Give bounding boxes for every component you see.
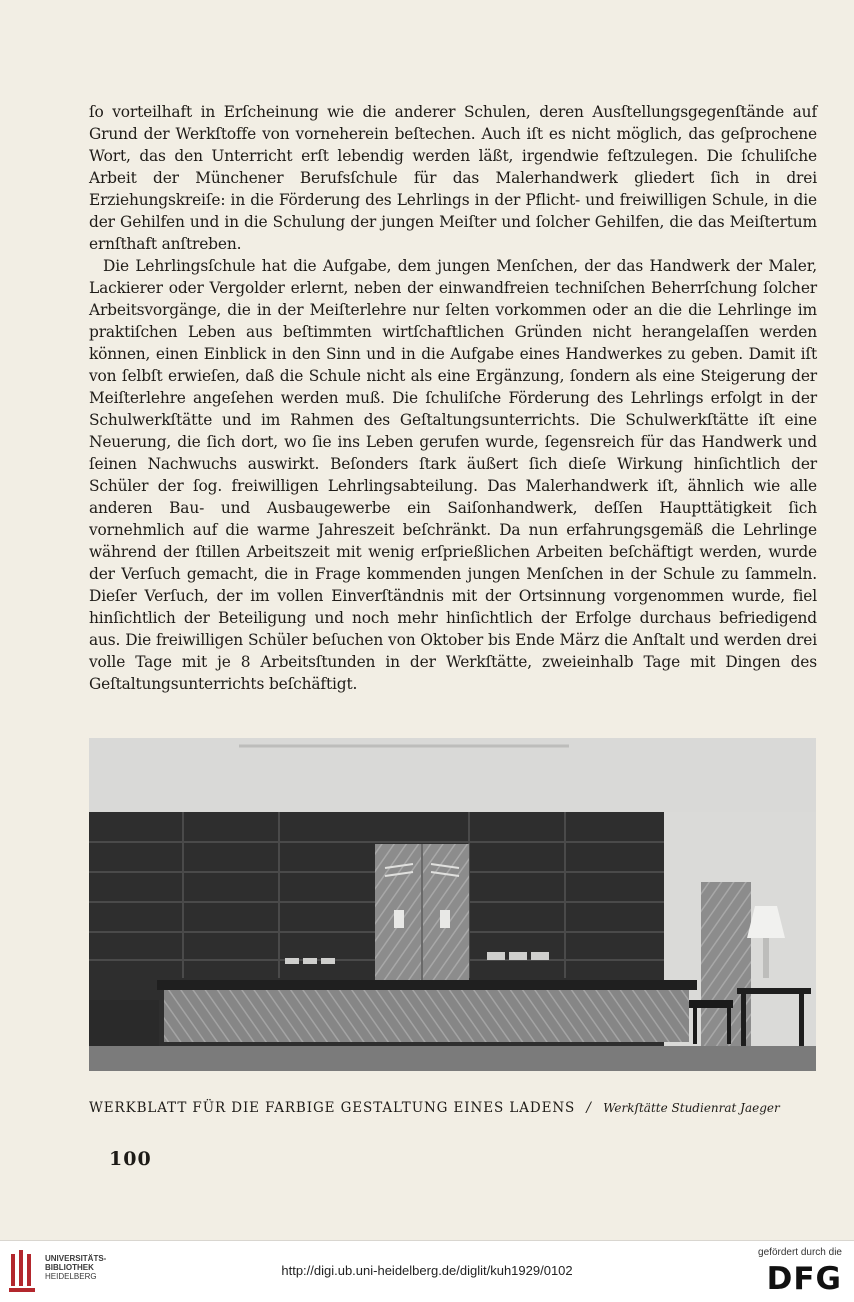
body-paragraph-2: Die Lehrlingsſchule hat die Aufgabe, dem jungen Menſchen, der das Handwerk der Maler, Lackierer oder Vergolder erlernt, neben der einwandfreien techniſchen Beherrſchung ſolcher Arbeitsvorgänge, die in der Meiſterlehre nur ſelten vorkommen oder an die die Lehrlinge im praktiſchen Leben aus beſtimmten wirtſchaftlichen Gründen nicht herangelaſſen werden können, einen Einblick in den Sinn und in die Aufgabe eines Handwerkes zu geben. Damit iſt von ſelbſt erwieſen, daß die Schule nicht als eine Ergänzung, ſondern als eine Steigerung der Meiſterlehre angeſehen werden muß. Die ſchuliſche Förderung des Lehrlings erfolgt in der Schulwerkſtätte und im Rahmen des Geſtaltungsunterrichts. Die Schulwerkſtätte iſt eine Neuerung, die ſich dort, wo ſie ins Leben gerufen wurde, ſegensreich für das Handwerk und ſeinen Nachwuchs auswirkt. Beſonders ſtark äußert ſich dieſe Wirkung hinſichtlich der Schüler der ſog. freiwilligen Lehrlingsabteilung. Das Malerhandwerk iſt, ähnlich wie alle anderen Bau- und Ausbaugewerbe ein Saiſonhandwerk, deſſen Haupttätigkeit ſich vornehmlich auf die warme Jahreszeit beſchränkt. Da nun erfahrungsgemäß die Lehrlinge während der ſtillen Arbeitszeit mit wenig erſprießlichen Arbeiten beſchäftigt werden, wurde der Verſuch gemacht, die in Frage kommenden jungen Menſchen in der Schule zu ſammeln. Dieſer Verſuch, der im vollen Einverſtändnis mit der Ortsinnung vorgenommen wurde, fiel hinſichtlich der Beteiligung und noch mehr hinſichtlich der Erfolge durchaus befriedigend aus. Die freiwilligen Schüler beſuchen von Oktober bis Ende März die Anſtalt und werden drei volle Tage mit je 8 Arbeitsſtunden in der Werkſtätte, zweieinhalb Tage mit Dingen des Geſtaltungsunterrichts beſchäftigt. [89,257,817,693]
funding-note: gefördert durch die [758,1247,842,1258]
chair-seat [689,1000,733,1008]
floor [89,1046,816,1071]
viewer-footer [0,1240,854,1302]
caption-separator: / [586,1100,592,1116]
library-line-1: UNIVERSITÄTS- [45,1254,107,1263]
library-line-3: HEIDELBERG [45,1272,97,1281]
lamp-stand [763,938,769,978]
counter-top [157,980,697,990]
counter-front [164,990,689,1042]
body-paragraph-1: ſo vorteilhaft in Erſcheinung wie die anderer Schulen, deren Ausſtellungsgegenſtände auf Grund der Werkſtoffe von vorneherein beſtechen. Auch iſt es nicht möglich, das geſprochene Wort, das den Unterricht erſt lebendig werden läßt, irgendwie feſtzulegen. Die ſchuliſche Arbeit der Münchener Berufsſchule für das Malerhandwerk gliedert ſich in drei Erziehungskreiſe: in die Förderung des Lehrlings in der Pflicht- und freiwilligen Schule, in die der Gehilfen und in die Schulung der jungen Meiſter und ſolcher Gehilfen, die das Meiſtertum ernſthaft anſtreben. [89,103,817,253]
figure-caption [89,1100,817,1116]
library-line-2: BIBLIOTHEK [45,1263,94,1272]
dfg-logo: DFG [766,1261,842,1297]
page-number: 100 [109,1148,152,1170]
caption-title: WERKBLATT FÜR DIE FARBIGE GESTALTUNG EINES LADENS [89,1100,576,1116]
caption-credit: Werkſtätte Studienrat Jaeger [603,1101,780,1115]
counter-side-dark [89,1000,159,1046]
side-table [737,988,811,994]
permalink-url[interactable]: http://digi.ub.uni-heidelberg.de/diglit/kuh1929/0102 [281,1263,573,1278]
shop-design-illustration [89,738,816,1071]
ceiling-band [89,738,816,812]
